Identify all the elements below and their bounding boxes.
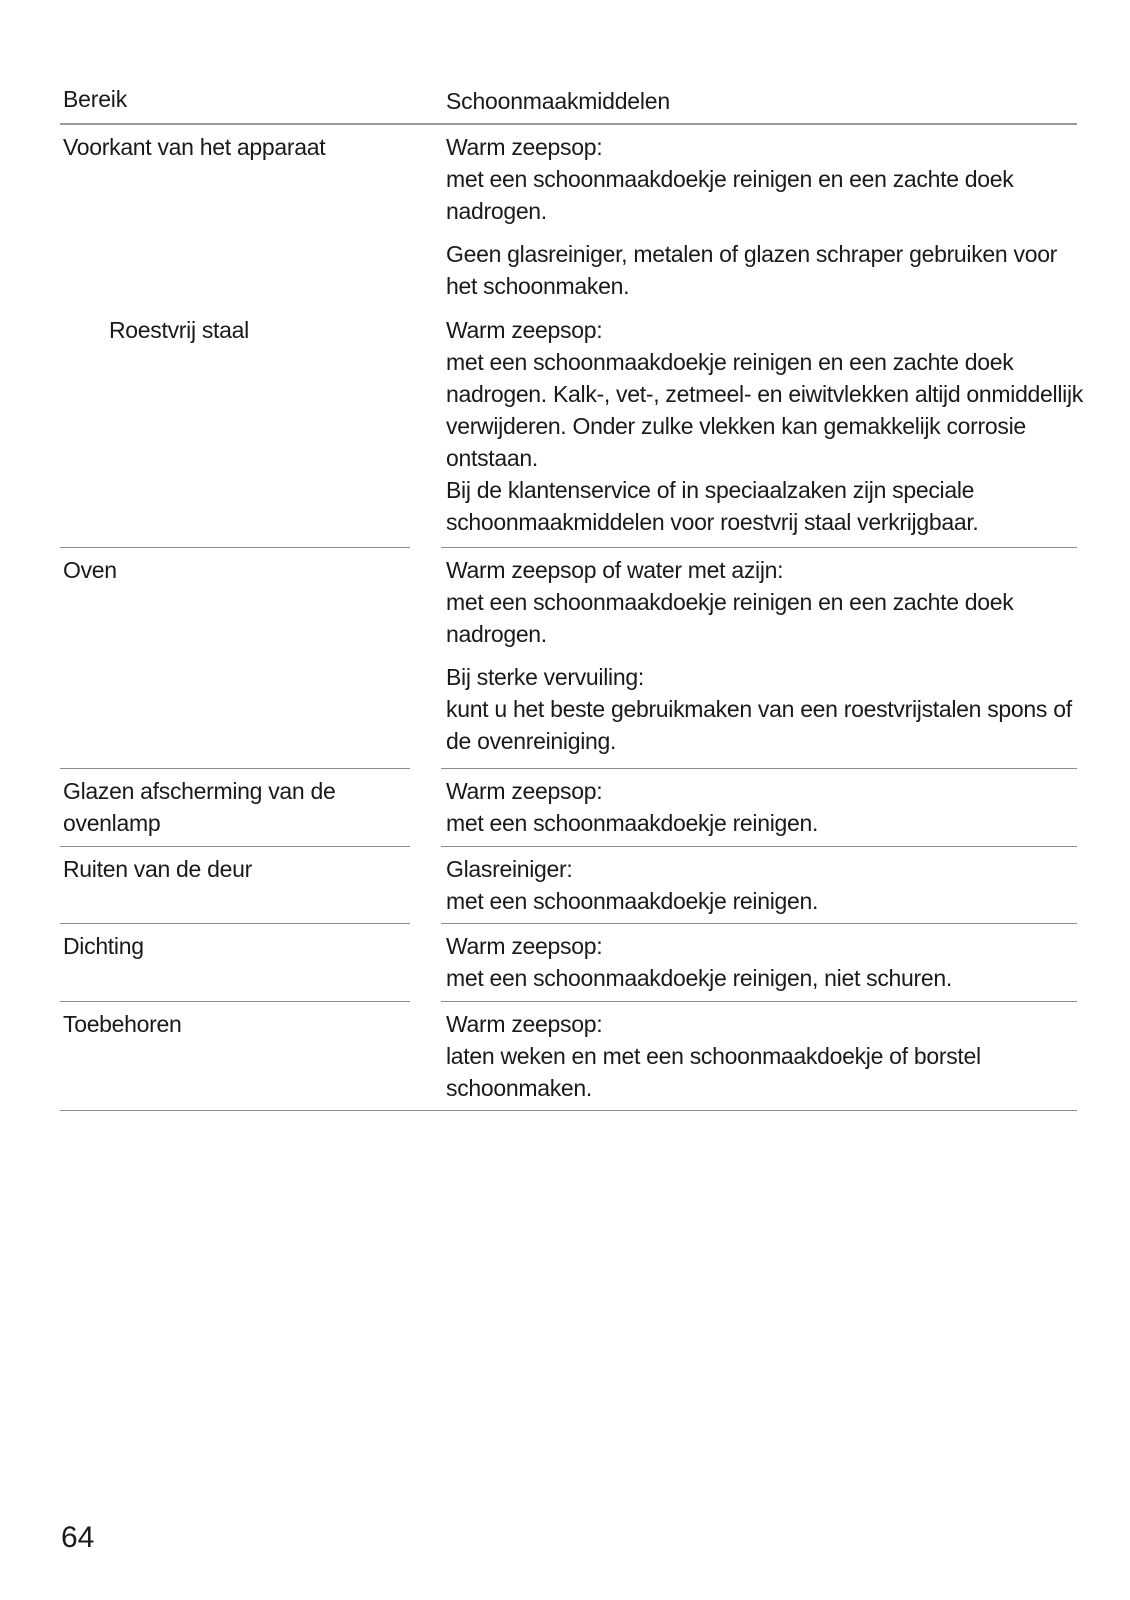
header-rule — [60, 123, 1077, 125]
table-cell-area: Toebehoren — [63, 1011, 182, 1037]
row-divider-right — [441, 846, 1077, 847]
table-cell-agent: Warm zeepsop: met een schoonmaakdoekje reinigen en een zachte doek nadrogen. — [446, 134, 1014, 224]
row-divider-left — [60, 1001, 410, 1002]
table-cell-area: Voorkant van het apparaat — [63, 134, 326, 160]
table-cell-agent: Warm zeepsop: met een schoonmaakdoekje reinigen, niet schuren. — [446, 933, 952, 991]
table-cell-agent: Warm zeepsop: met een schoonmaakdoekje reinigen en een zachte doek nadrogen. Kalk-, vet-, zetmeel- en eiwitvlekken altijd onmiddellijk verwijderen. Onder zulke vlekken kan gemakkelijk corrosie ontstaan. Bij de klantenservice of in speciaalzaken zijn speciale schoonmaakmiddelen voor roestvrij staal verkrijgbaar. — [446, 317, 1083, 535]
table-cell-area-sub: Roestvrij staal — [109, 317, 249, 343]
row-divider-right — [441, 923, 1077, 924]
row-divider-left — [60, 846, 410, 847]
row-divider-left — [60, 923, 410, 924]
row-divider-left — [60, 768, 410, 769]
row-divider-right — [441, 768, 1077, 769]
table-cell-agent: Warm zeepsop of water met azijn: met een schoonmaakdoekje reinigen en een zachte doek nadrogen. — [446, 557, 1014, 647]
table-cell-agent: Bij sterke vervuiling: kunt u het beste gebruikmaken van een roestvrijstalen spons of de ovenreiniging. — [446, 664, 1072, 754]
row-divider-right — [441, 1001, 1077, 1002]
row-divider-left — [60, 547, 410, 548]
row-divider-right — [441, 547, 1077, 548]
table-cell-agent: Warm zeepsop: laten weken en met een schoonmaakdoekje of borstel schoonmaken. — [446, 1011, 981, 1101]
table-cell-agent: Glasreiniger: met een schoonmaakdoekje reinigen. — [446, 856, 819, 914]
page-number: 64 — [61, 1521, 95, 1554]
table-cell-area: Oven — [63, 557, 117, 583]
table-bottom-rule — [60, 1110, 1077, 1111]
table-cell-agent: Warm zeepsop: met een schoonmaakdoekje reinigen. — [446, 778, 819, 836]
table-cell-area: Glazen afscherming van de ovenlamp — [63, 778, 336, 836]
table-cell-agent-note: Geen glasreiniger, metalen of glazen schraper gebruiken voor het schoonmaken. — [446, 241, 1058, 299]
table-cell-area: Ruiten van de deur — [63, 856, 252, 882]
column-header-cleaning-agents: Schoonmaakmiddelen — [446, 88, 670, 114]
column-header-area: Bereik — [63, 86, 127, 112]
table-cell-area: Dichting — [63, 933, 144, 959]
